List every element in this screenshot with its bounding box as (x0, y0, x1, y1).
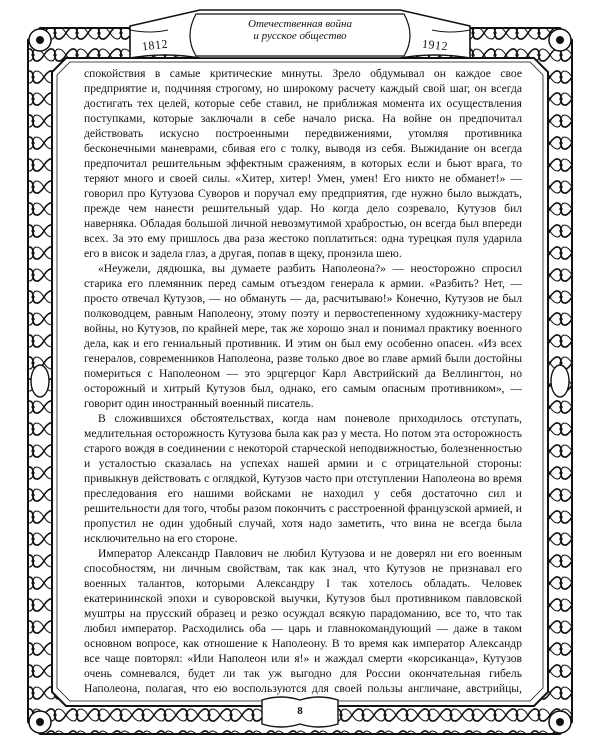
year-left: 1812 (141, 36, 169, 54)
body-text (84, 66, 522, 696)
header-title (200, 14, 400, 54)
paragraph: Император Александр Павлович не любил Кутузова и не доверял ни его военным способностям, ни личным свойствам, так как знал, что Кутузов не признавал его военных талантов, которыми Александру I так хотелось обладать. Человек екатерининской эпохи и суворовской выучки, Кутузов был противником павловской муштры на прусский образец и резко осуждал всякую парадоманию, все то, что так любил император. Расходились оба — царь и главнокомандующий — даже в таком основном вопросе, как отношение к Наполеону. В то время как император Александр все чаще повторял: «Или Наполеон или я!» и жаждал смерти «корсиканца», Кутузов очень сомневался, будет ли так уж выгодно для России окончательная гибель Наполеона, полагая, что ею воспользуются для своей пользы англичане, австрийцы, (84, 547, 522, 695)
header-title-line2: и русское общество (253, 30, 347, 42)
page-number: 8 (297, 705, 303, 717)
header-title-line1: Отечественная война (248, 18, 352, 30)
year-right: 1912 (421, 36, 449, 54)
paragraph: спокойствия в самые критические минуты. Зрело обдумывал он каждое свое предприятие и, подчиняя строгому, но широкому расчету каждый свой шаг, он всегда достигать тех целей, которые себе ставил, не приближая момента их осуществления поступками, которые заключали в себе начало риска. На войне он предпочитал действовать искусно построенными передвижениями, утомляя противника бесконечными маневрами, сбивая его с толку, выводя из себя. Выжидание он всегда предпочитал решительным эффектным сражениям, в которых если и бьют врага, то теряют много и своей силы. «Хитер, хитер! Умен, умен! Его никто не обманет!» — говорил про Кутузова Суворов и поручал ему предприятия, где нужно было выждать, прежде чем нанести решительный удар. Но когда дело созревало, Кутузов бил наверняка. Обладая большой личной невозмутимой храбростью, он всегда был впереди всех. За это ему пришлось два раза жестоко поплатиться: одна турецкая пуля ударила его в висок и задела глаз, а другая, попав в щеку, пронзила шею. (84, 67, 522, 260)
paragraph: «Неужели, дядюшка, вы думаете разбить Наполеона?» — неосторожно спросил старика его племянник перед самым отъездом генерала к армии. «Разбить? Нет, — просто отвечал Кутузов, — но обмануть — да, расчитываю!» Конечно, Кутузов не был полководцем, равным Наполеону, этому поэту и первостепенному художнику-мастеру войны, но Кутузов, по крайней мере, так же хорошо знал и понимал практику военного дела, как и его гениальный противник. И этим он был ему особенно опасен. «Из всех генералов, современников Наполеона, разве только двое во главе армий были достойны помериться с Наполеоном — это эрцгерцог Карл Австрийский да Веллингтон, но осторожный и хитрый Кутузов был, однако, его самым опасным противником», — говорит один иностранный военный писатель. (84, 262, 522, 410)
paragraph: В сложившихся обстоятельствах, когда нам поневоле приходилось отступать, медлительная осторожность Кутузова была как раз у места. Но потом эта осторожность старого вождя в соединении с некоторой старческой неподвижностью, болезненностью и усталостью сказалась на успехах нашей армии и с отрицательной стороны: привыкнув действовать с оглядкой, Кутузов часто при отступлении Наполеона во время преследования его нашими войсками не находил у себя достаточно сил и решительности для того, чтобы разом покончить с расстроенной французской армией, и пропустил не один удобный случай, хотя надо заметить, что вина не всегда была исключительно на его стороне. (84, 412, 522, 545)
